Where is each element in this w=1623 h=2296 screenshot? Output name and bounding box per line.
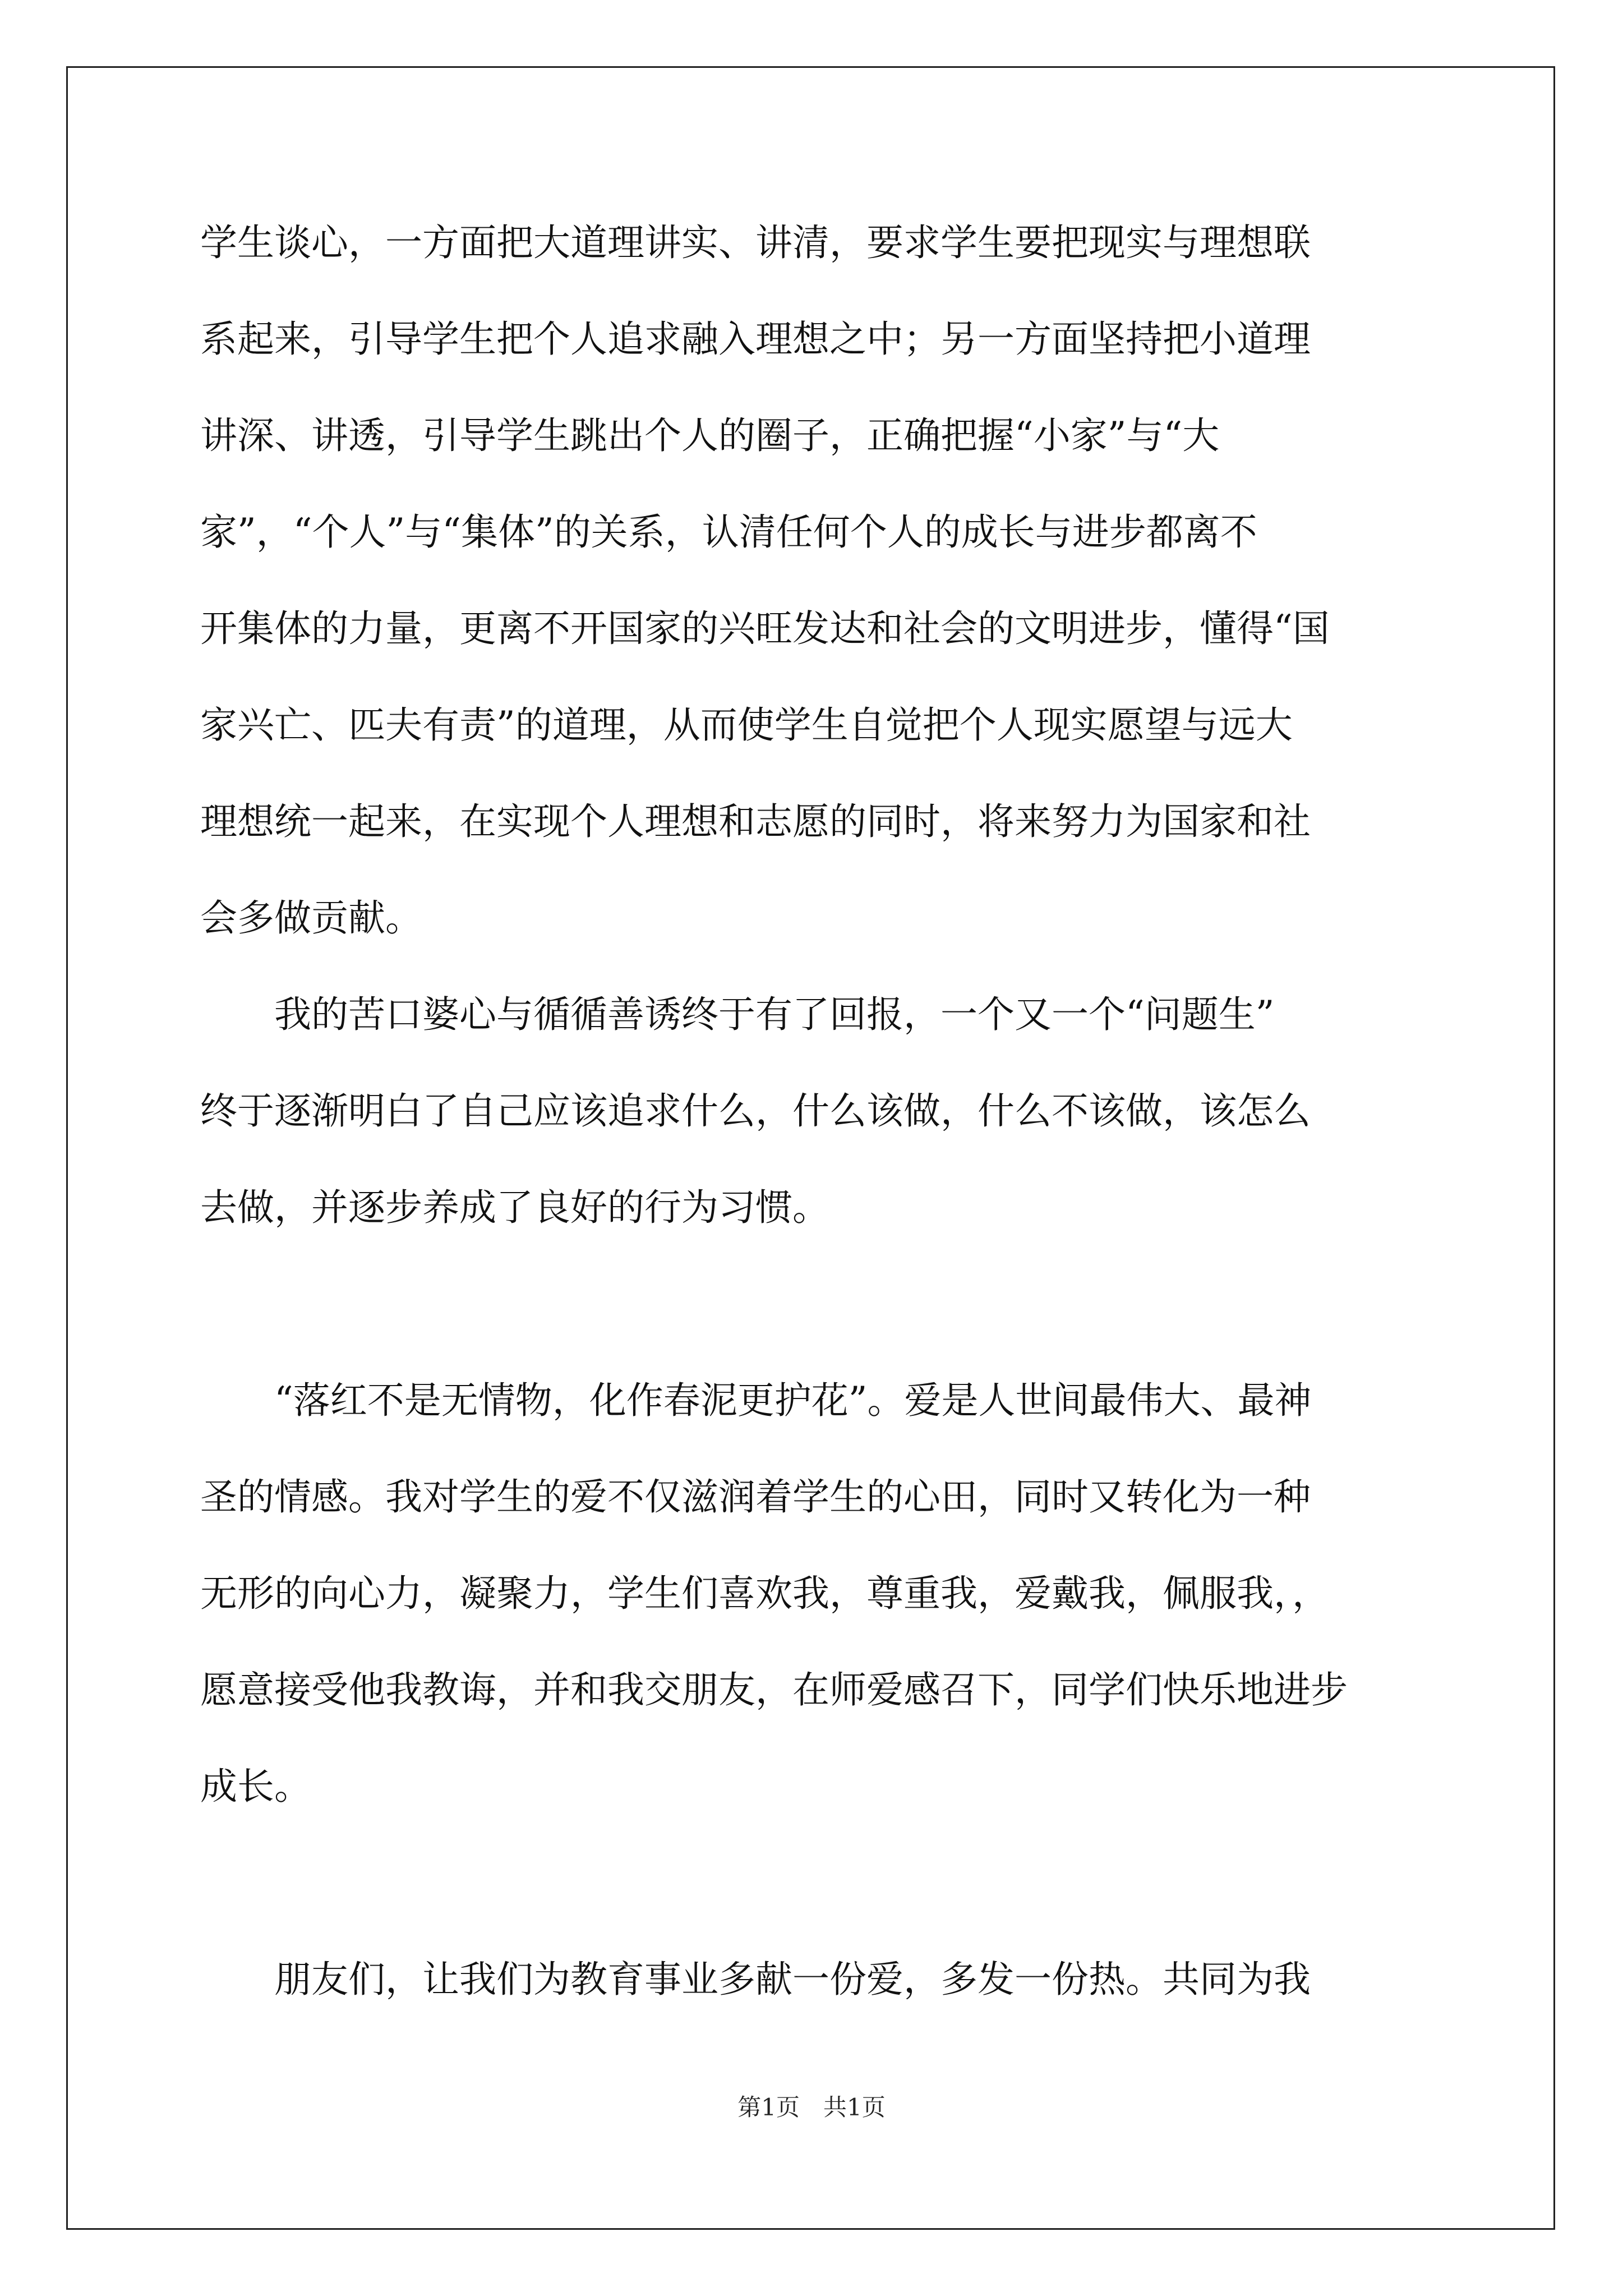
text-line: “落红不是无情物，化作春泥更护花”。爱是人世间最伟大、最神 — [200, 1379, 1312, 1422]
text-line: 家兴亡、匹夫有责”的道理，从而使学生自觉把个人现实愿望与远大 — [200, 703, 1293, 747]
text-line: 开集体的力量，更离不开国家的兴旺发达和社会的文明进步，懂得“国 — [200, 607, 1330, 650]
text-line: 愿意接受他我教诲，并和我交朋友，在师爱感召下，同学们快乐地进步 — [200, 1668, 1348, 1711]
text-line: 系起来，引导学生把个人追求融入理想之中；另一方面坚持把小道理 — [200, 318, 1311, 361]
text-line: 圣的情感。我对学生的爱不仅滋润着学生的心田，同时又转化为一种 — [200, 1475, 1311, 1519]
text-line: 会多做贡献。 — [200, 896, 422, 940]
text-line: 理想统一起来，在实现个人理想和志愿的同时，将来努力为国家和社 — [200, 800, 1311, 843]
text-line: 成长。 — [200, 1765, 311, 1808]
text-line: 我的苦口婆心与循循善诱终于有了回报，一个又一个“问题生” — [200, 993, 1275, 1036]
text-line: 学生谈心，一方面把大道理讲实、讲清，要求学生要把现实与理想联 — [200, 221, 1311, 264]
text-line: 讲深、讲透，引导学生跳出个人的圈子，正确把握“小家”与“大 — [200, 414, 1220, 457]
text-line: 家”，“个人”与“集体”的关系，认清任何个人的成长与进步都离不 — [200, 510, 1257, 554]
text-line: 去做，并逐步养成了良好的行为习惯。 — [200, 1186, 829, 1229]
text-line: 终于逐渐明白了自己应该追求什么，什么该做，什么不该做，该怎么 — [200, 1089, 1311, 1133]
text-line: 朋友们，让我们为教育事业多献一份爱，多发一份热。共同为我 — [200, 1958, 1311, 2001]
page-footer: 第1页 共1页 — [737, 2093, 886, 2121]
page-border — [66, 66, 1555, 2230]
text-line: 无形的向心力，凝聚力，学生们喜欢我，尊重我，爱戴我，佩服我，， — [200, 1572, 1329, 1615]
